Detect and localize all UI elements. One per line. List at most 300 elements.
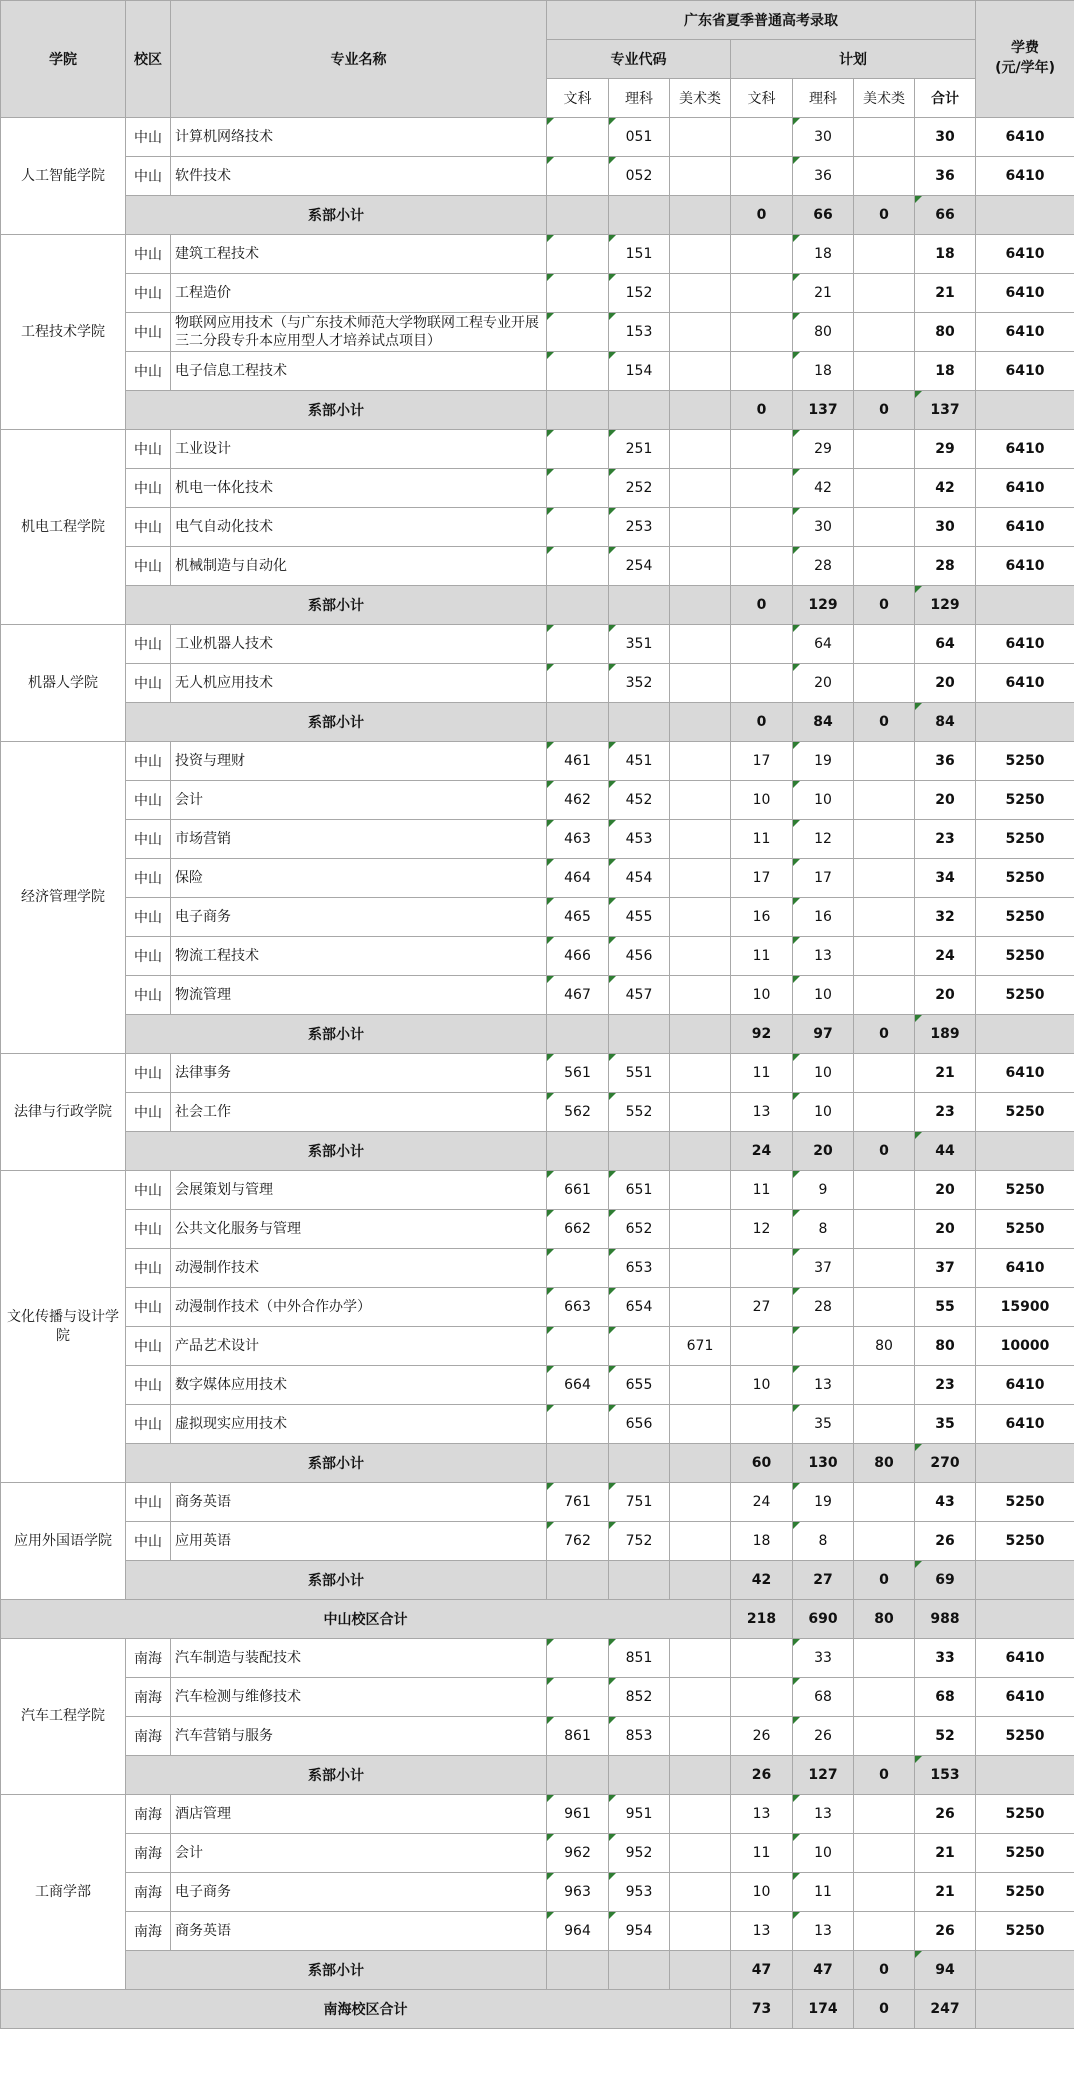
campus-total-sum: 247 [915, 1990, 976, 2029]
major-name: 无人机应用技术 [171, 664, 547, 703]
subtotal-label: 系部小计 [126, 1444, 547, 1483]
plan-total: 64 [915, 625, 976, 664]
fee-cell: 5250 [976, 1171, 1074, 1210]
subtotal-like: 130 [793, 1444, 854, 1483]
code-meishu [670, 157, 731, 196]
major-name: 工程造价 [171, 274, 547, 313]
code-meishu [670, 1171, 731, 1210]
fee-cell: 6410 [976, 157, 1074, 196]
plan-wenke: 16 [731, 898, 793, 937]
major-name: 会展策划与管理 [171, 1171, 547, 1210]
plan-total: 18 [915, 352, 976, 391]
subtotal-code-like [609, 1444, 670, 1483]
code-wenke [547, 118, 609, 157]
plan-total: 30 [915, 508, 976, 547]
subtotal-meishu: 0 [854, 196, 915, 235]
table-row [1, 742, 1074, 781]
plan-meishu [854, 1834, 915, 1873]
subtotal-wenke: 42 [731, 1561, 793, 1600]
fee-cell: 5250 [976, 1912, 1074, 1951]
fee-cell: 6410 [976, 352, 1074, 391]
fee-cell: 6410 [976, 547, 1074, 586]
table-row [1, 1249, 1074, 1288]
table-row [1, 1639, 1074, 1678]
fee-cell: 6410 [976, 1678, 1074, 1717]
subtotal-like: 84 [793, 703, 854, 742]
plan-like: 29 [793, 430, 854, 469]
code-meishu: 671 [670, 1327, 731, 1366]
campus-cell: 南海 [126, 1795, 171, 1834]
code-meishu [670, 1795, 731, 1834]
subtotal-code-like [609, 391, 670, 430]
plan-like: 30 [793, 508, 854, 547]
table-row [1, 469, 1074, 508]
plan-meishu [854, 1483, 915, 1522]
code-wenke: 963 [547, 1873, 609, 1912]
code-like: 051 [609, 118, 670, 157]
subtotal-code-like [609, 1951, 670, 1990]
table-row [1, 1912, 1074, 1951]
campus-cell: 南海 [126, 1912, 171, 1951]
fee-cell: 6410 [976, 1249, 1074, 1288]
subtotal-meishu: 0 [854, 1015, 915, 1054]
code-like: 752 [609, 1522, 670, 1561]
code-meishu [670, 1678, 731, 1717]
plan-total: 30 [915, 118, 976, 157]
code-meishu [670, 235, 731, 274]
subtotal-row [1, 1444, 1074, 1483]
code-like: 251 [609, 430, 670, 469]
major-name: 会计 [171, 1834, 547, 1873]
table-row [1, 1366, 1074, 1405]
code-wenke: 664 [547, 1366, 609, 1405]
plan-total: 26 [915, 1912, 976, 1951]
code-like: 653 [609, 1249, 670, 1288]
subtotal-code-wenke [547, 1756, 609, 1795]
major-name: 电子信息工程技术 [171, 352, 547, 391]
table-row [1, 118, 1074, 157]
header-fee-unit: (元/学年) [995, 60, 1055, 76]
code-wenke [547, 274, 609, 313]
plan-meishu [854, 1249, 915, 1288]
subtotal-row [1, 1561, 1074, 1600]
plan-wenke [731, 313, 793, 352]
code-like: 254 [609, 547, 670, 586]
plan-like: 35 [793, 1405, 854, 1444]
plan-wenke: 27 [731, 1288, 793, 1327]
plan-like: 68 [793, 1678, 854, 1717]
subtotal-code-meishu [670, 1561, 731, 1600]
campus-total-label: 南海校区合计 [1, 1990, 731, 2029]
code-meishu [670, 118, 731, 157]
header-major-code: 专业代码 [547, 40, 731, 79]
code-wenke: 661 [547, 1171, 609, 1210]
table-row [1, 859, 1074, 898]
campus-cell: 中山 [126, 1483, 171, 1522]
fee-cell: 5250 [976, 898, 1074, 937]
code-like: 552 [609, 1093, 670, 1132]
subtotal-like: 127 [793, 1756, 854, 1795]
plan-wenke: 26 [731, 1717, 793, 1756]
plan-like: 16 [793, 898, 854, 937]
code-wenke [547, 1249, 609, 1288]
code-wenke: 663 [547, 1288, 609, 1327]
code-meishu [670, 1366, 731, 1405]
code-like: 851 [609, 1639, 670, 1678]
plan-meishu [854, 1678, 915, 1717]
campus-cell: 中山 [126, 664, 171, 703]
subtotal-row [1, 391, 1074, 430]
campus-cell: 中山 [126, 1327, 171, 1366]
subtotal-sum: 270 [915, 1444, 976, 1483]
plan-total: 20 [915, 664, 976, 703]
fee-cell: 6410 [976, 118, 1074, 157]
plan-total: 26 [915, 1795, 976, 1834]
campus-cell: 中山 [126, 625, 171, 664]
code-meishu [670, 1873, 731, 1912]
code-like: 052 [609, 157, 670, 196]
code-meishu [670, 1249, 731, 1288]
campus-total-like: 690 [793, 1600, 854, 1639]
subtotal-fee-empty [976, 1756, 1074, 1795]
fee-cell: 6410 [976, 1639, 1074, 1678]
subtotal-code-wenke [547, 196, 609, 235]
code-meishu [670, 937, 731, 976]
header-fee-label: 学费 [1011, 40, 1040, 57]
plan-total: 26 [915, 1522, 976, 1561]
campus-cell: 中山 [126, 313, 171, 352]
fee-cell: 5250 [976, 1834, 1074, 1873]
code-like: 152 [609, 274, 670, 313]
subtotal-code-meishu [670, 1132, 731, 1171]
campus-cell: 中山 [126, 118, 171, 157]
code-wenke: 762 [547, 1522, 609, 1561]
plan-like: 13 [793, 1912, 854, 1951]
subtotal-code-meishu [670, 1444, 731, 1483]
code-like: 853 [609, 1717, 670, 1756]
table-row [1, 1795, 1074, 1834]
table-row [1, 781, 1074, 820]
campus-cell: 中山 [126, 1288, 171, 1327]
subtotal-code-like [609, 1756, 670, 1795]
subtotal-label: 系部小计 [126, 703, 547, 742]
plan-like: 17 [793, 859, 854, 898]
subtotal-row [1, 1756, 1074, 1795]
campus-cell: 中山 [126, 157, 171, 196]
plan-like: 8 [793, 1210, 854, 1249]
campus-total-row [1, 1990, 1074, 2029]
campus-cell: 中山 [126, 742, 171, 781]
major-name: 建筑工程技术 [171, 235, 547, 274]
plan-meishu [854, 469, 915, 508]
plan-meishu [854, 547, 915, 586]
plan-wenke: 10 [731, 781, 793, 820]
plan-like: 64 [793, 625, 854, 664]
code-meishu [670, 352, 731, 391]
campus-total-fee-empty [976, 1990, 1074, 2029]
code-wenke: 467 [547, 976, 609, 1015]
table-row [1, 157, 1074, 196]
subtotal-code-wenke [547, 703, 609, 742]
campus-cell: 中山 [126, 352, 171, 391]
code-like: 954 [609, 1912, 670, 1951]
code-wenke [547, 625, 609, 664]
header-admission-group: 广东省夏季普通高考录取 [547, 1, 976, 40]
college-name: 应用外国语学院 [1, 1483, 126, 1600]
campus-cell: 中山 [126, 859, 171, 898]
table-row [1, 1288, 1074, 1327]
code-wenke [547, 469, 609, 508]
plan-meishu [854, 820, 915, 859]
table-row [1, 313, 1074, 352]
major-name: 工业机器人技术 [171, 625, 547, 664]
code-meishu [670, 781, 731, 820]
fee-cell: 5250 [976, 937, 1074, 976]
campus-cell: 中山 [126, 274, 171, 313]
subtotal-fee-empty [976, 1015, 1074, 1054]
header-campus: 校区 [126, 1, 171, 118]
code-like: 751 [609, 1483, 670, 1522]
plan-like: 13 [793, 937, 854, 976]
table-row [1, 1093, 1074, 1132]
fee-cell: 15900 [976, 1288, 1074, 1327]
campus-cell: 中山 [126, 781, 171, 820]
plan-like: 80 [793, 313, 854, 352]
subtotal-code-meishu [670, 1015, 731, 1054]
header-code-like: 理科 [609, 79, 670, 118]
plan-meishu [854, 1054, 915, 1093]
plan-total: 36 [915, 157, 976, 196]
code-like: 952 [609, 1834, 670, 1873]
plan-total: 23 [915, 820, 976, 859]
plan-total: 80 [915, 1327, 976, 1366]
subtotal-fee-empty [976, 196, 1074, 235]
subtotal-fee-empty [976, 391, 1074, 430]
code-like: 652 [609, 1210, 670, 1249]
plan-wenke [731, 1678, 793, 1717]
campus-total-row [1, 1600, 1074, 1639]
subtotal-row [1, 703, 1074, 742]
fee-cell: 5250 [976, 976, 1074, 1015]
major-name: 电气自动化技术 [171, 508, 547, 547]
code-wenke [547, 547, 609, 586]
subtotal-sum: 94 [915, 1951, 976, 1990]
code-wenke: 561 [547, 1054, 609, 1093]
table-row [1, 1054, 1074, 1093]
plan-wenke: 11 [731, 1834, 793, 1873]
subtotal-row [1, 1951, 1074, 1990]
fee-cell: 5250 [976, 859, 1074, 898]
code-like: 151 [609, 235, 670, 274]
subtotal-label: 系部小计 [126, 1561, 547, 1600]
subtotal-meishu: 0 [854, 1756, 915, 1795]
plan-meishu [854, 1912, 915, 1951]
campus-total-meishu: 80 [854, 1600, 915, 1639]
plan-meishu [854, 352, 915, 391]
subtotal-label: 系部小计 [126, 586, 547, 625]
plan-total: 24 [915, 937, 976, 976]
plan-meishu [854, 1873, 915, 1912]
subtotal-label: 系部小计 [126, 1756, 547, 1795]
code-wenke: 462 [547, 781, 609, 820]
plan-meishu [854, 430, 915, 469]
subtotal-fee-empty [976, 1951, 1074, 1990]
plan-total: 21 [915, 1873, 976, 1912]
plan-meishu [854, 1405, 915, 1444]
campus-cell: 中山 [126, 1405, 171, 1444]
code-meishu [670, 508, 731, 547]
major-name: 商务英语 [171, 1912, 547, 1951]
subtotal-meishu: 80 [854, 1444, 915, 1483]
fee-cell: 6410 [976, 274, 1074, 313]
code-meishu [670, 313, 731, 352]
code-meishu [670, 859, 731, 898]
major-name: 公共文化服务与管理 [171, 1210, 547, 1249]
subtotal-code-wenke [547, 391, 609, 430]
subtotal-fee-empty [976, 703, 1074, 742]
code-meishu [670, 625, 731, 664]
code-meishu [670, 898, 731, 937]
subtotal-meishu: 0 [854, 391, 915, 430]
table-row [1, 1717, 1074, 1756]
code-wenke: 964 [547, 1912, 609, 1951]
plan-meishu [854, 664, 915, 703]
plan-like: 10 [793, 781, 854, 820]
plan-total: 23 [915, 1366, 976, 1405]
table-row [1, 664, 1074, 703]
campus-cell: 中山 [126, 1210, 171, 1249]
plan-meishu [854, 1210, 915, 1249]
major-name: 社会工作 [171, 1093, 547, 1132]
table-row [1, 274, 1074, 313]
plan-total: 42 [915, 469, 976, 508]
code-wenke [547, 1678, 609, 1717]
plan-meishu [854, 1288, 915, 1327]
fee-cell: 6410 [976, 625, 1074, 664]
code-meishu [670, 1912, 731, 1951]
campus-cell: 中山 [126, 1249, 171, 1288]
subtotal-code-wenke [547, 1951, 609, 1990]
plan-total: 34 [915, 859, 976, 898]
plan-wenke: 11 [731, 1054, 793, 1093]
subtotal-meishu: 0 [854, 703, 915, 742]
fee-cell: 6410 [976, 313, 1074, 352]
fee-cell: 5250 [976, 1717, 1074, 1756]
subtotal-code-meishu [670, 1951, 731, 1990]
major-name: 投资与理财 [171, 742, 547, 781]
subtotal-sum: 137 [915, 391, 976, 430]
plan-like [793, 1327, 854, 1366]
campus-cell: 中山 [126, 1171, 171, 1210]
campus-cell: 南海 [126, 1639, 171, 1678]
subtotal-wenke: 60 [731, 1444, 793, 1483]
plan-like: 10 [793, 1093, 854, 1132]
plan-wenke [731, 1327, 793, 1366]
plan-meishu [854, 1639, 915, 1678]
plan-meishu [854, 976, 915, 1015]
subtotal-sum: 44 [915, 1132, 976, 1171]
plan-meishu [854, 313, 915, 352]
code-like: 456 [609, 937, 670, 976]
code-like: 153 [609, 313, 670, 352]
plan-wenke [731, 508, 793, 547]
major-name: 虚拟现实应用技术 [171, 1405, 547, 1444]
campus-cell: 中山 [126, 508, 171, 547]
subtotal-like: 27 [793, 1561, 854, 1600]
major-name: 物流管理 [171, 976, 547, 1015]
header-plan-wenke: 文科 [731, 79, 793, 118]
plan-wenke: 13 [731, 1093, 793, 1132]
code-meishu [670, 820, 731, 859]
college-name: 汽车工程学院 [1, 1639, 126, 1795]
plan-total: 55 [915, 1288, 976, 1327]
plan-total: 20 [915, 1171, 976, 1210]
code-like: 455 [609, 898, 670, 937]
header-plan-total: 合计 [915, 79, 976, 118]
code-wenke [547, 235, 609, 274]
major-name: 市场营销 [171, 820, 547, 859]
major-name: 动漫制作技术 [171, 1249, 547, 1288]
table-row [1, 1405, 1074, 1444]
subtotal-label: 系部小计 [126, 1132, 547, 1171]
plan-wenke: 10 [731, 1366, 793, 1405]
subtotal-label: 系部小计 [126, 391, 547, 430]
campus-total-wenke: 218 [731, 1600, 793, 1639]
subtotal-wenke: 92 [731, 1015, 793, 1054]
code-like: 654 [609, 1288, 670, 1327]
major-name: 汽车营销与服务 [171, 1717, 547, 1756]
plan-like: 13 [793, 1366, 854, 1405]
campus-cell: 中山 [126, 976, 171, 1015]
code-like: 656 [609, 1405, 670, 1444]
plan-total: 35 [915, 1405, 976, 1444]
major-name: 商务英语 [171, 1483, 547, 1522]
table-row [1, 1873, 1074, 1912]
major-name: 酒店管理 [171, 1795, 547, 1834]
plan-total: 20 [915, 781, 976, 820]
plan-wenke: 13 [731, 1795, 793, 1834]
major-name: 工业设计 [171, 430, 547, 469]
code-meishu [670, 469, 731, 508]
subtotal-wenke: 0 [731, 586, 793, 625]
plan-meishu [854, 508, 915, 547]
fee-cell: 5250 [976, 820, 1074, 859]
major-name: 电子商务 [171, 898, 547, 937]
code-meishu [670, 274, 731, 313]
code-wenke [547, 157, 609, 196]
plan-like: 10 [793, 976, 854, 1015]
table-row [1, 937, 1074, 976]
subtotal-wenke: 0 [731, 703, 793, 742]
subtotal-fee-empty [976, 1561, 1074, 1600]
code-wenke [547, 352, 609, 391]
subtotal-label: 系部小计 [126, 1951, 547, 1990]
plan-meishu [854, 1093, 915, 1132]
subtotal-like: 129 [793, 586, 854, 625]
plan-wenke: 17 [731, 859, 793, 898]
major-name: 物流工程技术 [171, 937, 547, 976]
subtotal-like: 20 [793, 1132, 854, 1171]
major-name: 数字媒体应用技术 [171, 1366, 547, 1405]
plan-meishu [854, 859, 915, 898]
code-like: 457 [609, 976, 670, 1015]
subtotal-like: 97 [793, 1015, 854, 1054]
plan-total: 68 [915, 1678, 976, 1717]
subtotal-like: 47 [793, 1951, 854, 1990]
college-name: 机电工程学院 [1, 430, 126, 625]
code-meishu [670, 664, 731, 703]
major-name: 软件技术 [171, 157, 547, 196]
